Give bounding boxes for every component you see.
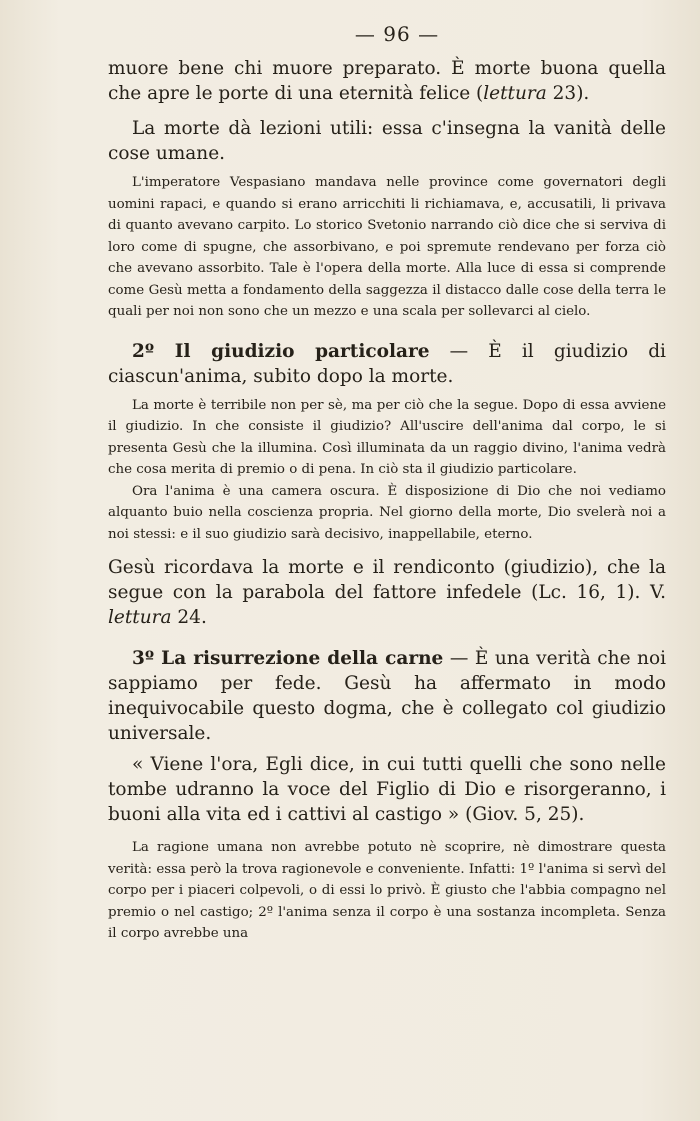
paragraph-good-death: muore bene chi muore preparato. È morte buona quella che apre le porte di una eternità felice (lettura 23). (108, 58, 666, 104)
paragraph-gospel-quote: « Viene l'ora, Egli dice, in cui tutti quelli che sono nelle tombe udranno la voce del Figlio di Dio e risorgeranno, i buoni alla vita ed i cattivi al castigo » (Giov. 5, 25). (108, 754, 666, 825)
page-number: — 96 — (354, 22, 440, 46)
section-heading-resurrection: 3º La risurrezione della carne — È una verità che noi sappiamo per fede. Gesù ha affermato in modo inequivocabile questo dogma, che è collegato col giudizio universale. (108, 648, 666, 744)
section-title-particular-judgment: 2º Il giudizio particolare (132, 340, 430, 362)
paragraph-judgment-explained: La morte è terribile non per sè, ma per ciò che la segue. Dopo di essa avviene il giudizio. In che consiste il giudizio? All'uscire dell'anima dal corpo, le si presenta Gesù che la illumina. Così illuminata da un raggio divino, l'anima vedrà che cosa merita di premio o di pena. In ciò sta il giudizio particolare. (108, 397, 666, 477)
paragraph-parable-reference: Gesù ricordava la morte e il rendiconto (giudizio), che la segue con la parabola del fattore infedele (Lc. 16, 1). V. lettura 24. (108, 557, 666, 628)
reading-reference-italic: lettura (483, 83, 547, 104)
paragraph-human-reason: La ragione umana non avrebbe potuto nè scoprire, nè dimostrare questa verità: essa però la trova ragionevole e conveniente. Infatti: 1º l'anima si servì del corpo per i piaceri colpevoli, o di essi lo privò. È giusto che l'abbia compagno nel premio o nel castigo; 2º l'anima senza il corpo è una sostanza incompleta. Senza il corpo avrebbe una (108, 840, 666, 941)
paragraph-vespasian: L'imperatore Vespasiano mandava nelle province come governatori degli uomini rapaci, e quando si erano arricchiti li richiamava, e, accusatili, li privava di quanto avevano carpito. Lo storico Svetonio narrando ciò dice che si serviva di loro come di spugne, che assorbivano, e poi spremute rendevano per forza ciò che avevano assorbito. Tale è l'opera della morte. Alla luce di essa si comprende come Gesù metta a fondamento della saggezza il distacco dalle cose della terra le quali per noi non sono che un mezzo e una scala per sollevarci al cielo. (108, 175, 666, 319)
paragraph-lessons-of-death: La morte dà lezioni utili: essa c'insegna la vanità delle cose umane. (108, 118, 666, 164)
paragraph-dark-chamber: Ora l'anima è una camera oscura. È disposizione di Dio che noi vediamo alquanto buio nella coscienza propria. Nel giorno della morte, Dio svelerà noi a noi stessi: e il suo giudizio sarà decisivo, inappellabile, eterno. (108, 483, 666, 542)
section-heading-particular-judgment: 2º Il giudizio particolare — È il giudizio di ciascun'anima, subito dopo la morte. (108, 340, 666, 387)
section-title-resurrection: 3º La risurrezione della carne (132, 648, 444, 669)
reading-reference-italic-2: lettura (108, 607, 172, 628)
